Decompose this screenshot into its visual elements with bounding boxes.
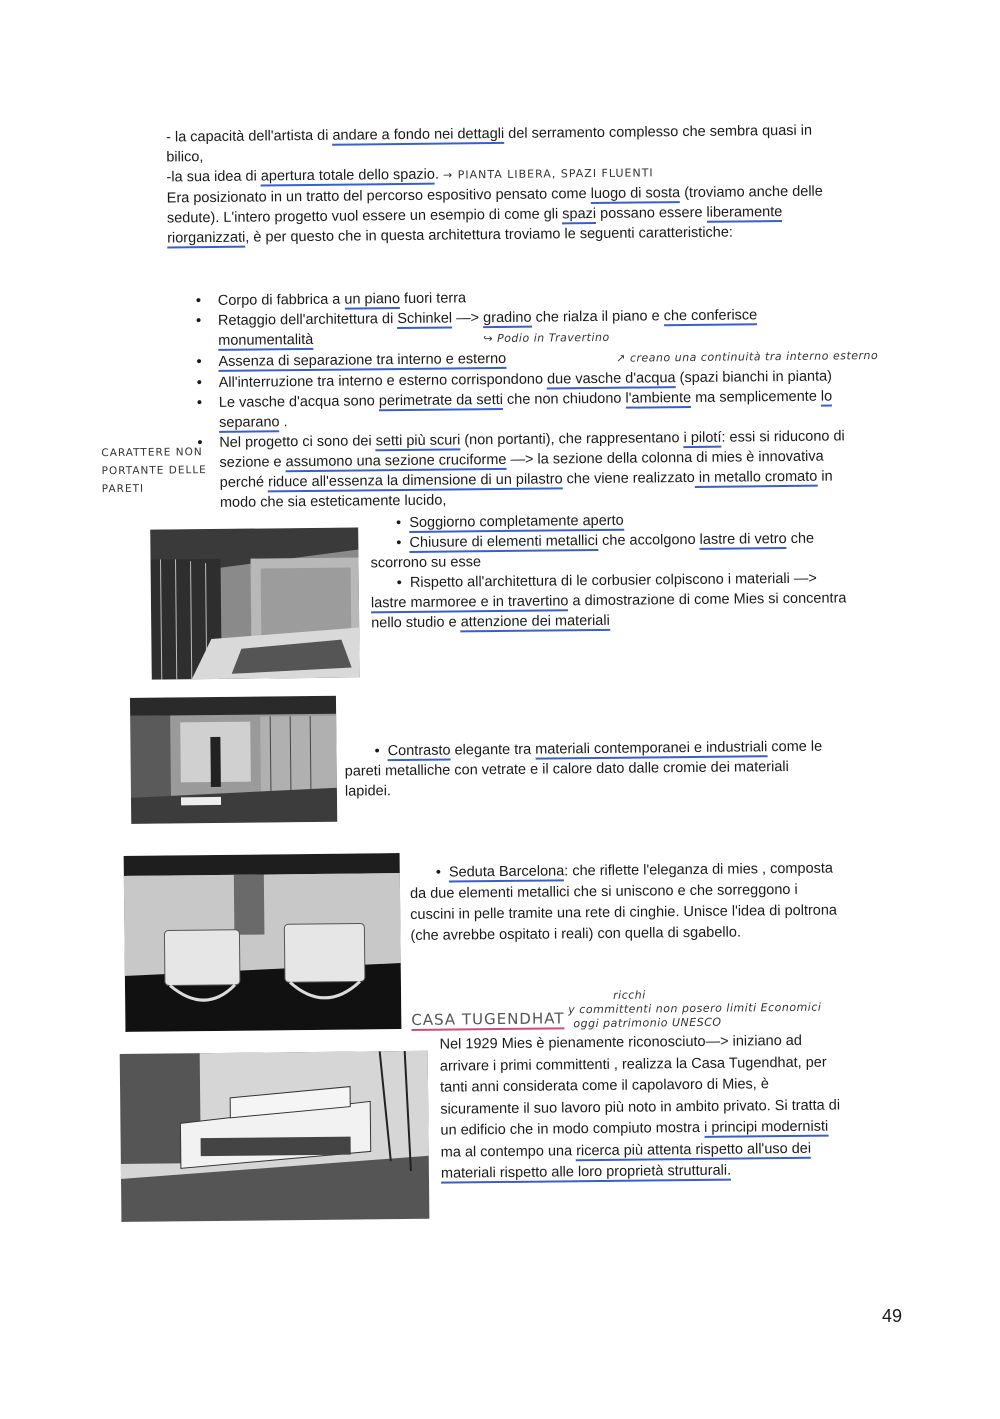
section-title: CASA TUGENDHAT <box>411 1009 565 1029</box>
list-item: • Nel progetto ci sono dei setti più scuri (non portanti), che rappresentano i pilotí: essi si riducono di sezione e assumono una sezione cruciforme —> la sezione della colonna di mies è innovativa perché riduce all'essenza la dimensione di un pilastro che viene realizzato in metallo cromato in modo che sia esteticamente lucido, <box>193 426 894 513</box>
list-item: • Seduta Barcelona: che riflette l'eleganza di mies , composta <box>435 860 834 881</box>
handwritten-note-podio: ↪ Podio in Travertino <box>483 330 610 346</box>
photo-graphic <box>130 696 337 824</box>
page-number: 49 <box>882 1306 903 1326</box>
villa-tugendhat-photo <box>120 1051 430 1222</box>
block1-text: • Soggiorno completamente aperto • Chiusure di elementi metallici che accolgono lastre di vetro che scorrono su esse • Rispetto all'architettura di le corbusier colpiscono i materiali —> lastre marmoree e in travertino a dimostrazione di come Mies si concentra nello studio e attenzione dei materiali <box>370 508 891 633</box>
margin-note: CARATTERE NON PORTANTE DELLE PARETI <box>101 446 207 496</box>
list-item: • Le vasche d'acqua sono perimetrate da setti che non chiudono l'ambiente ma semplicemente lo separano . <box>193 386 893 433</box>
features-list <box>192 284 894 513</box>
block2-text: • Contrasto elegante tra materiali contemporanei e industriali come le pareti metalliche con vetrate e il calore dato dalle cromie dei materiali lapidei. <box>344 736 885 802</box>
handwritten-note-continuita: ↗ creano una continuità tra interno esterno <box>616 349 879 365</box>
photo-graphic <box>124 853 402 1032</box>
tugendhat-heading <box>411 1009 564 1030</box>
photo-graphic <box>120 1051 430 1222</box>
list-item: • Soggiorno completamente aperto <box>396 512 624 532</box>
list-item: • Corpo di fabbrica a un piano fuori terra <box>192 284 892 311</box>
handwritten-note-unesco: oggi patrimonio UNESCO <box>573 1015 722 1031</box>
list-item: • Retaggio dell'architettura di Schinkel —> gradino che rialza il piano e che conferisce monumentalità ↪ Podio in Travertino <box>192 304 892 352</box>
intro-paragraph: - la capacità dell'artista di andare a fondo nei dettagli del serramento complesso che sembra quasi in bilico, -la sua idea di apertura totale dello spazio. → PIANTA LIBERA, SPAZI FLUENTI Era posizionato in un tratto del percorso espositivo pensato come luogo di sosta (troviamo anche delle sedute). L'intero progetto vuol essere un esempio di come gli spazi possano essere liberamente riorganizzati, è per questo che in questa architettura troviamo le seguenti caratteristiche: <box>166 122 823 247</box>
list-item: • Rispetto all'architettura di le corbusier colpiscono i materiali —> <box>396 570 817 592</box>
handwritten-note-ricchi: ricchi <box>613 988 646 1002</box>
list-item: • All'interruzione tra interno e esterno corrispondono due vasche d'acqua (spazi bianchi in pianta) <box>193 366 893 393</box>
tugendhat-paragraph: Nel 1929 Mies è pienamente riconosciuto—> iniziano ad arrivare i primi committenti , realizza la Casa Tugendhat, per tanti anni considerata come il capolavoro di Mies, è sicuramente il suo lavoro più noto in ambito privato. Si tratta di un edificio che in modo compiuto mostra i principi modernisti ma al contempo una ricerca più attenta rispetto all'uso dei materiali rispetto alle loro proprietà strutturali. <box>439 1032 841 1182</box>
list-item: • Assenza di separazione tra interno e esterno ↗ creano una continuità tra interno esterno <box>192 345 892 373</box>
photo-graphic <box>150 527 360 679</box>
handwritten-note-pianta: → PIANTA LIBERA, SPAZI FLUENTI <box>442 166 654 182</box>
list-item: • Chiusure di elementi metallici che accolgono lastre di vetro che <box>396 530 815 552</box>
handwritten-note-committenti: y committenti non posero limiti Economici <box>568 1000 822 1017</box>
block3-text: • Seduta Barcelona: che riflette l'eleganza di mies , composta da due elementi metallici che si uniscono e che sorreggono i cuscini in pelle tramite una rete di cinghie. Unisce l'idea di poltrona (che avrebbe ospitato i reali) con quella di sgabello. <box>410 858 891 947</box>
pavilion-pool-photo <box>150 527 360 679</box>
barcelona-chair-photo <box>124 853 402 1032</box>
list-item: • Contrasto elegante tra materiali contemporanei e industriali come le <box>374 738 823 760</box>
pavilion-interior-photo <box>130 696 337 824</box>
